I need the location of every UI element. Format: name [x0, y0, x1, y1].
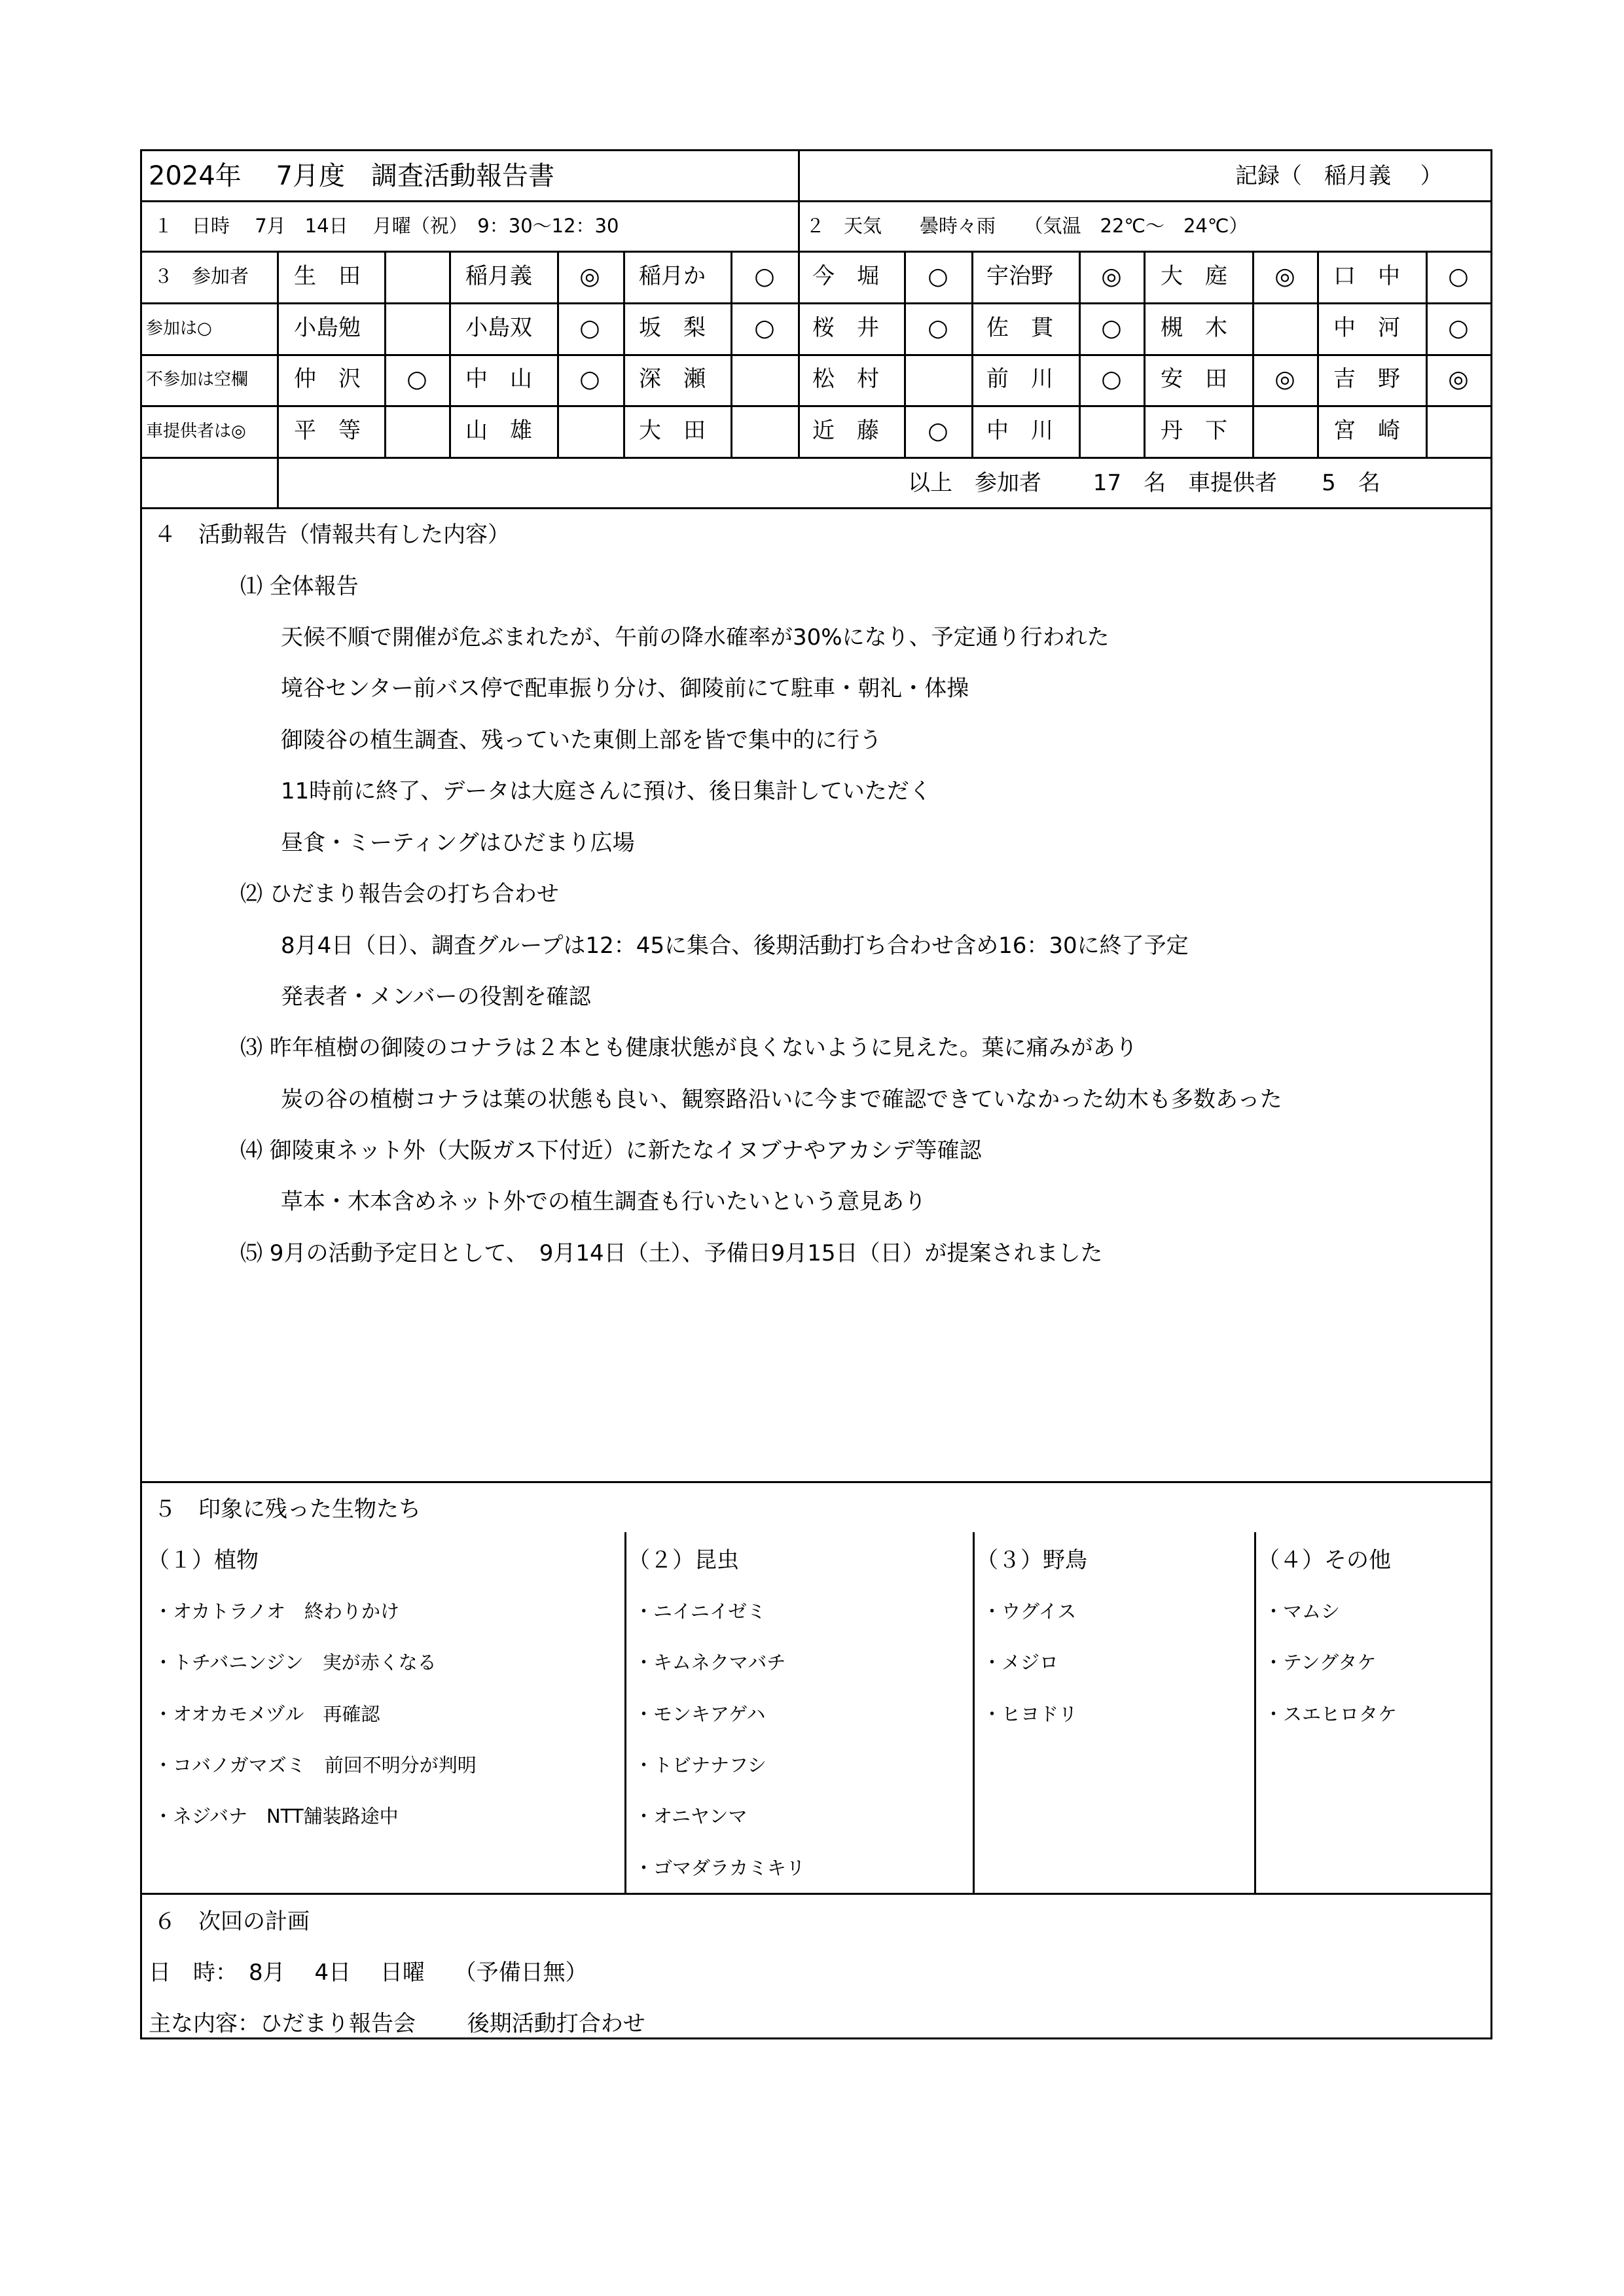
participant-name: 深 瀬 [639, 366, 706, 392]
activity-line: 草本・木本含めネット外での植生調査も行いたいという意見あり [281, 1189, 926, 1215]
report-sheet [140, 149, 1492, 2039]
organism-item: ・ニイニイゼミ [634, 1600, 766, 1623]
participant-name: 大 庭 [1161, 263, 1227, 289]
organism-item: ・トビナナフシ [634, 1754, 767, 1776]
report-title: 2024年 7月度 調査活動報告書 [149, 161, 554, 191]
organism-item: ・ヒヨドリ [983, 1703, 1078, 1725]
activity-line: 11時前に終了、データは大庭さんに預け、後日集計していただく [281, 778, 931, 804]
organism-item: ・オカトラノオ 終わりかけ [154, 1600, 399, 1623]
attendance-mark: ○ [1448, 263, 1469, 290]
attendance-mark: ○ [406, 366, 427, 393]
birds-heading: （３）野鳥 [976, 1547, 1087, 1573]
participants-label: ３ 参加者 [154, 265, 249, 287]
participant-name: 佐 貫 [986, 315, 1053, 341]
attendance-mark: ◎ [1274, 263, 1295, 290]
organism-item: ・ネジバナ NTT舗装路途中 [154, 1805, 399, 1827]
participant-name: 近 藤 [812, 418, 879, 444]
participant-name: 宇治野 [986, 263, 1053, 289]
next-plan-date: 日 時： 8月 4日 日曜 （予備日無） [149, 1960, 588, 1986]
organism-item: ・メジロ [983, 1651, 1059, 1674]
attendance-mark: ○ [1448, 315, 1469, 342]
attendance-mark: ◎ [1274, 366, 1295, 393]
insects-heading: （２）昆虫 [628, 1547, 739, 1573]
participant-name: 小島勉 [294, 315, 361, 341]
participant-name: 今 堀 [812, 263, 879, 289]
participant-name: 槻 木 [1161, 315, 1227, 341]
participant-name: 安 田 [1161, 366, 1227, 392]
participant-name: 宮 崎 [1333, 418, 1400, 444]
activity-line: 境谷センター前バス停で配車振り分け、御陵前にて駐車・朝礼・体操 [281, 675, 969, 702]
participant-name: 桜 井 [812, 315, 879, 341]
activity-subheading: ⑵ ひだまり報告会の打ち合わせ [240, 881, 559, 907]
plants-heading: （１）植物 [147, 1547, 259, 1573]
activity-subheading: ⑴ 全体報告 [240, 573, 359, 600]
next-plan-heading: ６ 次回の計画 [154, 1909, 310, 1935]
attendance-mark: ◎ [579, 263, 600, 290]
organism-item: ・マムシ [1264, 1600, 1341, 1623]
attendance-mark: ○ [1101, 366, 1122, 393]
organism-item: ・ウグイス [983, 1600, 1077, 1623]
participant-name: 仲 沢 [294, 366, 361, 392]
participant-name: 中 山 [465, 366, 532, 392]
organism-item: ・スエヒロタケ [1264, 1703, 1398, 1725]
activity-heading: ４ 活動報告（情報共有した内容） [154, 522, 510, 548]
organism-item: ・オニヤンマ [634, 1805, 748, 1827]
activity-line: 天候不順で開催が危ぶまれたが、午前の降水確率が30%になり、予定通り行われた [281, 624, 1110, 651]
participant-name: 稲月義 [465, 263, 532, 289]
attendance-mark: ○ [754, 315, 775, 342]
organism-item: ・テングタケ [1264, 1651, 1377, 1674]
organism-item: ・キムネクマバチ [634, 1651, 786, 1674]
participant-name: 小島双 [465, 315, 532, 341]
organism-item: ・モンキアゲハ [634, 1703, 766, 1725]
legend-absent: 不参加は空欄 [146, 370, 249, 389]
activity-line: 8月4日（日）、調査グループは12：45に集合、後期活動打ち合わせ含め16：30に終了予定 [281, 933, 1189, 959]
participant-name: 生 田 [294, 263, 361, 289]
participant-name: 平 等 [294, 418, 361, 444]
participant-name: 吉 野 [1333, 366, 1400, 392]
organism-item: ・コバノガマズミ 前回不明分が判明 [154, 1754, 477, 1776]
legend-driver: 車提供者は◎ [146, 422, 246, 441]
participant-name: 中 川 [986, 418, 1053, 444]
participant-name: 松 村 [812, 366, 879, 392]
activity-line: 昼食・ミーティングはひだまり広場 [281, 830, 635, 856]
activity-line: 炭の谷の植樹コナラは葉の状態も良い、観察路沿いに今まで確認できていなかった幼木も多数あった [281, 1086, 1282, 1113]
organism-item: ・トチバニンジン 実が赤くなる [154, 1651, 437, 1674]
activity-subheading: ⑸ 9月の活動予定日として、 9月14日（土）、予備日9月15日（日）が提案されました [240, 1240, 1103, 1266]
organisms-heading: ５ 印象に残った生物たち [154, 1496, 421, 1522]
recorder-label: 記録（ 稲月義 ） [1235, 163, 1443, 189]
weather: ２ 天気 曇時々雨 （気温 22℃〜 24℃） [806, 215, 1248, 237]
legend-attend: 参加は○ [146, 319, 212, 338]
activity-subheading: ⑷ 御陵東ネット外（大阪ガス下付近）に新たなイヌブナやアカシデ等確認 [240, 1138, 982, 1164]
attendance-mark: ○ [928, 418, 948, 444]
activity-subheading: ⑶ 昨年植樹の御陵のコナラは２本とも健康状態が良くないように見えた。葉に痛みがあり [240, 1035, 1138, 1061]
participant-summary: 以上 参加者 17 名 車提供者 5 名 [908, 470, 1380, 496]
participant-name: 丹 下 [1161, 418, 1227, 444]
date-time: １ 日時 7月 14日 月曜（祝） 9：30〜12：30 [154, 215, 619, 237]
attendance-mark: ◎ [1448, 366, 1469, 393]
organism-item: ・ゴマダラカミキリ [634, 1857, 806, 1879]
attendance-mark: ○ [928, 315, 948, 342]
activity-line: 御陵谷の植生調査、残っていた東側上部を皆で集中的に行う [281, 727, 882, 753]
participant-name: 中 河 [1333, 315, 1400, 341]
participant-name: 稲月か [639, 263, 706, 289]
attendance-mark: ○ [579, 315, 600, 342]
attendance-mark: ○ [754, 263, 775, 290]
participant-name: 山 雄 [465, 418, 532, 444]
next-plan-content: 主な内容：ひだまり報告会 後期活動打合わせ [149, 2011, 645, 2037]
others-heading: （４）その他 [1257, 1547, 1391, 1573]
attendance-mark: ○ [579, 366, 600, 393]
attendance-mark: ○ [1101, 315, 1122, 342]
organism-item: ・オオカモメヅル 再確認 [154, 1703, 380, 1725]
participant-name: 大 田 [639, 418, 706, 444]
participant-name: 口 中 [1333, 263, 1400, 289]
attendance-mark: ◎ [1101, 263, 1122, 290]
participant-name: 坂 梨 [639, 315, 706, 341]
activity-line: 発表者・メンバーの役割を確認 [281, 984, 591, 1010]
attendance-mark: ○ [928, 263, 948, 290]
participant-name: 前 川 [986, 366, 1053, 392]
